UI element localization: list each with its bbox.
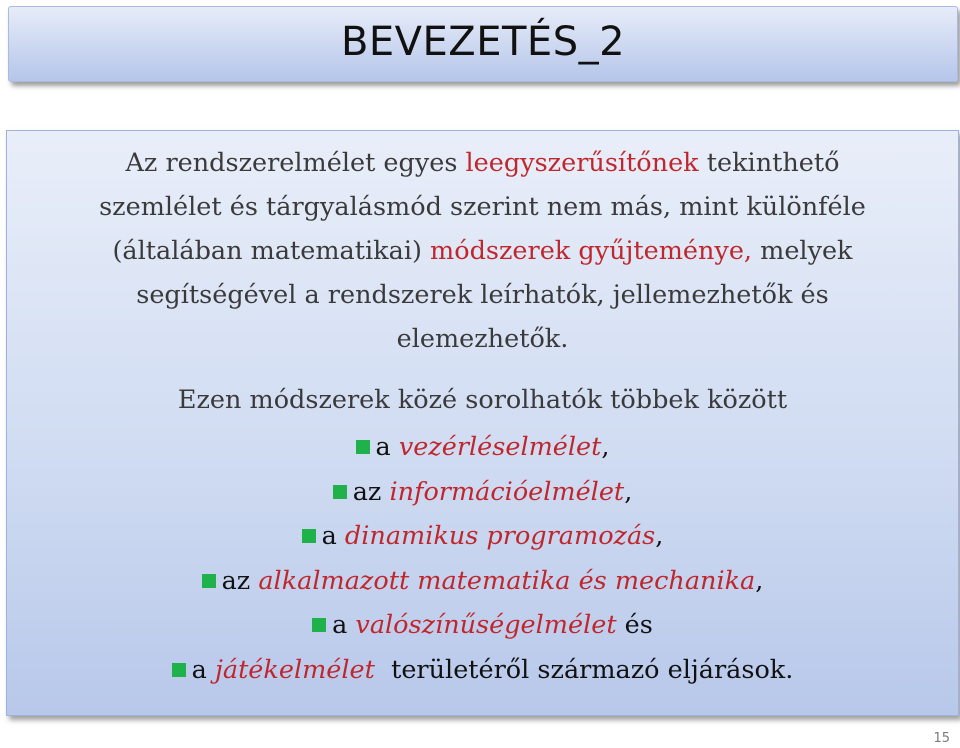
list-item-suffix: és (616, 610, 653, 640)
list-item-term: valószínűségelmélet (355, 610, 617, 640)
list-item (7, 514, 958, 559)
list-item-term: dinamikus programozás (344, 521, 656, 551)
list-item-suffix: , (655, 521, 664, 551)
list-item-suffix: területéről származó eljárások. (374, 654, 794, 685)
paragraph-line-5: elemezhetők. (396, 324, 569, 354)
content-box (6, 130, 959, 716)
paragraph-line-3 (7, 229, 958, 273)
list-item-suffix: , (601, 432, 610, 462)
intro-paragraph (7, 141, 958, 361)
paragraph-line-2: szemlélet és tárgyalásmód szerint nem más, mint különféle (99, 192, 866, 222)
green-square-bullet-icon (356, 440, 370, 454)
list-item (7, 470, 958, 515)
list-intro: Ezen módszerek közé sorolhatók többek között (177, 385, 788, 415)
green-square-bullet-icon (312, 618, 326, 632)
text-segment: Az rendszerelmélet egyes (125, 148, 466, 178)
paragraph-line-1 (7, 141, 958, 185)
list-item-prefix: az (221, 565, 259, 596)
title-box (8, 6, 958, 82)
list-item-prefix: az (352, 476, 390, 507)
page-number: 15 (933, 731, 950, 746)
green-square-bullet-icon (333, 485, 347, 499)
list-item-prefix: a (375, 432, 399, 462)
list-item-suffix: , (755, 565, 764, 596)
list-item-prefix: a (191, 654, 215, 685)
list-item (7, 603, 958, 648)
green-square-bullet-icon (302, 529, 316, 543)
list-item-suffix: , (624, 476, 633, 507)
list-item-term: alkalmazott matematika és mechanika (258, 565, 756, 596)
green-square-bullet-icon (172, 663, 186, 677)
slide-title: BEVEZETÉS_2 (340, 19, 626, 65)
list-item-prefix: a (332, 610, 356, 640)
paragraph-line-4: segítségével a rendszerek leírhatók, jellemezhetők és (136, 280, 829, 310)
list-item-prefix: a (321, 521, 345, 551)
highlighted-term: leegyszerűsítőnek (465, 148, 699, 178)
text-segment: melyek (752, 236, 853, 266)
list-item (7, 425, 958, 470)
text-segment: (általában matematikai) (112, 236, 431, 266)
highlighted-term: módszerek gyűjteménye, (430, 236, 753, 266)
list-item-term: vezérléselmélet (398, 432, 602, 462)
list-item-term: játékelmélet (214, 654, 375, 685)
list-item-term: információelmélet (389, 476, 625, 507)
methods-list (7, 425, 958, 692)
list-item (7, 648, 958, 693)
green-square-bullet-icon (202, 574, 216, 588)
list-item (7, 559, 958, 604)
text-segment: tekinthető (698, 148, 840, 178)
